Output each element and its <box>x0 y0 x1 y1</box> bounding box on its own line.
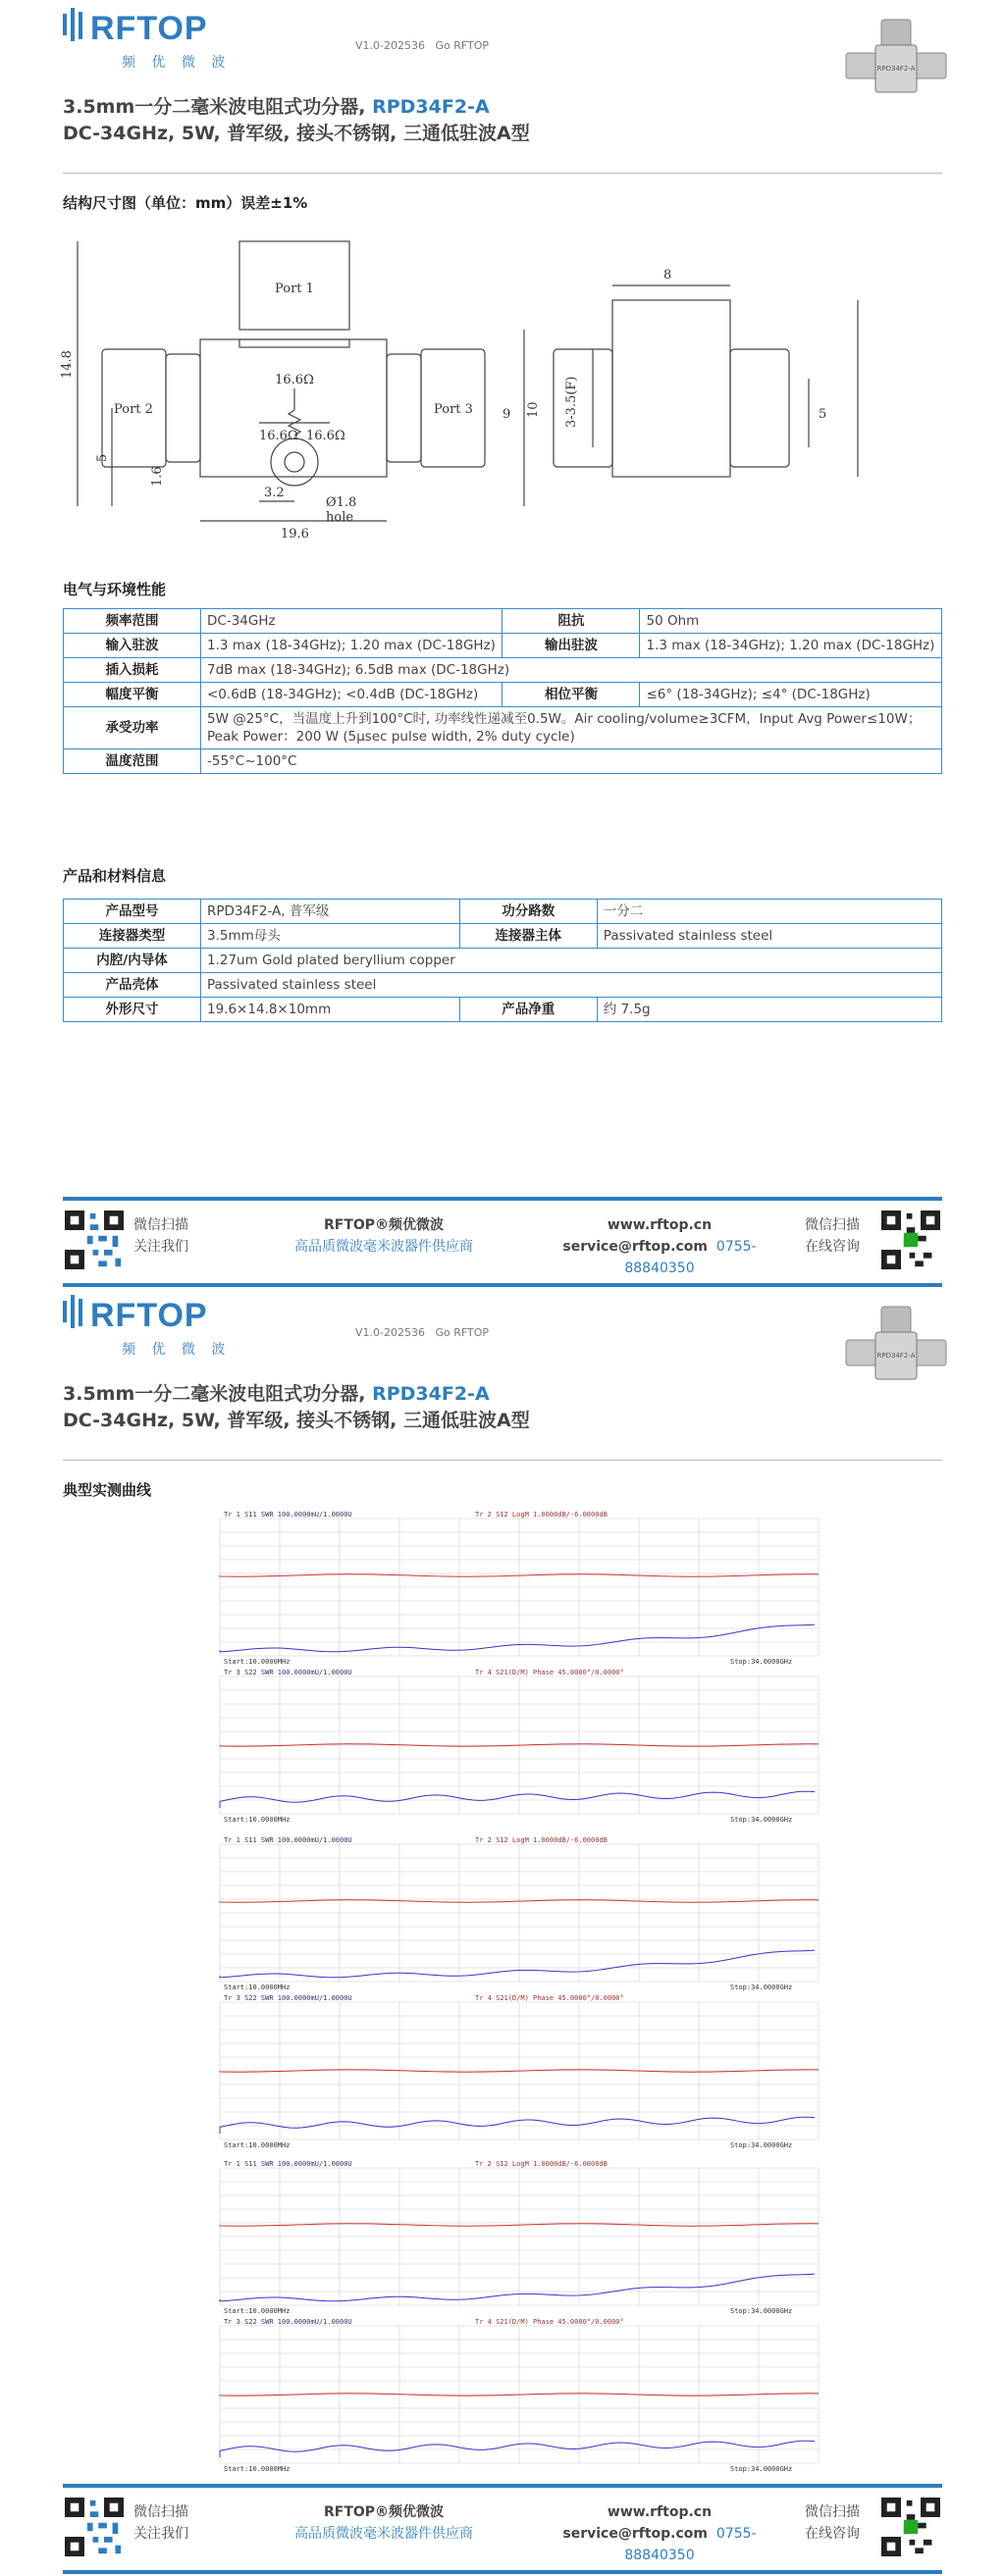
table-row: 产品型号 RPD34F2-A, 普军级 功分路数 一分二 <box>64 900 942 924</box>
svg-text:RFTOP: RFTOP <box>90 1297 208 1334</box>
elec-table <box>63 608 942 774</box>
section-curve-title: 典型实测曲线 <box>63 1481 152 1499</box>
svg-text:RPD34F2-A: RPD34F2-A <box>876 65 916 73</box>
svg-text:14.8: 14.8 <box>60 350 75 379</box>
svg-text:Ø1.8: Ø1.8 <box>326 495 357 510</box>
svg-text:10: 10 <box>526 401 541 418</box>
svg-text:Start:10.0000MHz: Start:10.0000MHz <box>224 2307 291 2315</box>
rftop-logo <box>63 6 269 84</box>
header <box>63 1287 942 1377</box>
footer-company: RFTOP®频优微波 高品质微波毫米波器件供应商 <box>294 1217 473 1255</box>
svg-text:Tr 3 S22 SWR 100.0000mU/1.000: Tr 3 S22 SWR 100.0000mU/1.0000U <box>224 2318 352 2326</box>
rftop-logo <box>63 1293 269 1371</box>
svg-text:19.6: 19.6 <box>281 527 309 541</box>
svg-text:Stop:34.0000GHz: Stop:34.0000GHz <box>730 2465 793 2473</box>
measured-chart-2 <box>181 1834 828 2150</box>
svg-text:Tr 2 S12 LogM 1.0000dB/-6.000: Tr 2 S12 LogM 1.0000dB/-6.0000dB <box>475 2160 608 2168</box>
qr-code-icon[interactable] <box>65 1211 124 1269</box>
svg-text:16.6Ω: 16.6Ω <box>306 429 345 443</box>
svg-text:16.6Ω: 16.6Ω <box>275 373 314 387</box>
svg-text:Stop:34.0000GHz: Stop:34.0000GHz <box>730 1816 793 1824</box>
table-row: 外形尺寸 19.6×14.8×10mm 产品净重 约 7.5g <box>64 998 942 1022</box>
footer-consult: 微信扫描 在线咨询 <box>805 1217 860 1255</box>
product-title: 3.5mm一分二毫米波电阻式功分器, RPD34F2-A DC-34GHz, 5W, 普军级, 接头不锈钢, 三通低驻波A型 <box>63 1383 530 1431</box>
svg-text:Stop:34.0000GHz: Stop:34.0000GHz <box>730 2141 793 2149</box>
section-mat-title: 产品和材料信息 <box>63 867 167 885</box>
footer <box>63 1197 942 1289</box>
dimension-drawing <box>60 222 946 545</box>
footer <box>63 2484 942 2576</box>
table-row: 温度范围 -55°C~100°C <box>64 749 942 774</box>
footer-follow: 微信扫描 关注我们 <box>133 1217 188 1255</box>
qr-code-icon[interactable] <box>881 2498 940 2556</box>
svg-text:Port 2: Port 2 <box>114 402 153 417</box>
svg-text:RFTOP: RFTOP <box>90 10 208 47</box>
svg-text:Start:10.0000MHz: Start:10.0000MHz <box>224 2465 291 2473</box>
svg-text:Tr 4 S21(D/M) Phase 45.0000°/: Tr 4 S21(D/M) Phase 45.0000°/0.0000° <box>475 1669 624 1676</box>
svg-text:Start:10.0000MHz: Start:10.0000MHz <box>224 1816 291 1824</box>
svg-text:RPD34F2-A: RPD34F2-A <box>876 1352 916 1360</box>
product-photo <box>842 16 950 104</box>
svg-text:Tr 1 S11 SWR 100.0000mU/1.000: Tr 1 S11 SWR 100.0000mU/1.0000U <box>224 1511 352 1519</box>
svg-text:Tr 2 S12 LogM 1.0000dB/-6.000: Tr 2 S12 LogM 1.0000dB/-6.0000dB <box>475 1836 608 1844</box>
table-row: 连接器类型 3.5mm母头 连接器主体 Passivated stainless steel <box>64 924 942 949</box>
footer-contact[interactable]: www.rftop.cn service@rftop.com 0755-88840350 <box>562 1217 757 1276</box>
svg-text:Tr 2 S12 LogM 1.0000dB/-6.000: Tr 2 S12 LogM 1.0000dB/-6.0000dB <box>475 1511 608 1519</box>
table-row: 内腔/内导体 1.27um Gold plated beryllium copper <box>64 949 942 973</box>
version-label: V1.0-202536 Go RFTOP <box>355 39 490 52</box>
svg-text:1.6: 1.6 <box>150 466 165 487</box>
svg-text:Tr 3 S22 SWR 100.0000mU/1.000: Tr 3 S22 SWR 100.0000mU/1.0000U <box>224 1669 352 1676</box>
measured-chart-1 <box>181 1509 828 1825</box>
section-drawing-title: 结构尺寸图（单位：mm）误差±1% <box>63 194 308 212</box>
product-photo <box>842 1303 950 1391</box>
svg-text:Stop:34.0000GHz: Stop:34.0000GHz <box>730 1658 793 1666</box>
svg-text:Stop:34.0000GHz: Stop:34.0000GHz <box>730 1984 793 1991</box>
page-2 <box>0 1287 1005 2574</box>
svg-text:Tr 3 S22 SWR 100.0000mU/1.000: Tr 3 S22 SWR 100.0000mU/1.0000U <box>224 1994 352 2002</box>
table-row: 输入驻波 1.3 max (18-34GHz); 1.20 max (DC-18GHz) 输出驻波 1.3 max (18-34GHz); 1.20 max (DC-18GHz) <box>64 634 942 658</box>
page-1 <box>0 0 1005 1287</box>
svg-text:频 优 微 波: 频 优 微 波 <box>122 55 232 71</box>
svg-text:Tr 1 S11 SWR 100.0000mU/1.000: Tr 1 S11 SWR 100.0000mU/1.0000U <box>224 2160 352 2168</box>
material-table <box>63 899 942 1022</box>
svg-text:8: 8 <box>663 268 672 283</box>
svg-text:Start:10.0000MHz: Start:10.0000MHz <box>224 1984 291 1991</box>
version-label: V1.0-202536 Go RFTOP <box>355 1326 490 1339</box>
footer-consult: 微信扫描 在线咨询 <box>805 2504 860 2542</box>
svg-text:3.2: 3.2 <box>264 486 285 500</box>
svg-text:Port 1: Port 1 <box>275 282 314 296</box>
product-title: 3.5mm一分二毫米波电阻式功分器, RPD34F2-A DC-34GHz, 5W, 普军级, 接头不锈钢, 三通低驻波A型 <box>63 96 530 144</box>
svg-text:Tr 4 S21(D/M) Phase 45.0000°/: Tr 4 S21(D/M) Phase 45.0000°/0.0000° <box>475 1994 624 2002</box>
svg-text:5: 5 <box>95 453 110 462</box>
table-row: 频率范围 DC-34GHz 阻抗 50 Ohm <box>64 609 942 634</box>
svg-text:Tr 4 S21(D/M) Phase 45.0000°/: Tr 4 S21(D/M) Phase 45.0000°/0.0000° <box>475 2318 624 2326</box>
svg-text:3-3.5(F): 3-3.5(F) <box>564 376 579 428</box>
svg-text:Start:10.0000MHz: Start:10.0000MHz <box>224 1658 291 1666</box>
table-row: 产品壳体 Passivated stainless steel <box>64 973 942 998</box>
footer-contact[interactable]: www.rftop.cn service@rftop.com 0755-88840350 <box>562 2504 757 2563</box>
qr-code-icon[interactable] <box>881 1211 940 1269</box>
header <box>63 0 942 90</box>
footer-company: RFTOP®频优微波 高品质微波毫米波器件供应商 <box>294 2504 473 2542</box>
section-elec-title: 电气与环境性能 <box>63 581 167 598</box>
svg-text:9: 9 <box>502 407 511 422</box>
qr-code-icon[interactable] <box>65 2498 124 2556</box>
table-row: 插入损耗 7dB max (18-34GHz); 6.5dB max (DC-18GHz) <box>64 658 942 683</box>
svg-text:频 优 微 波: 频 优 微 波 <box>122 1342 232 1358</box>
svg-text:Tr 1 S11 SWR 100.0000mU/1.000: Tr 1 S11 SWR 100.0000mU/1.0000U <box>224 1836 352 1844</box>
svg-text:5: 5 <box>819 407 827 422</box>
table-row: 承受功率 5W @25°C，当温度上升到100°C时, 功率线性递减至0.5W。Air cooling/volume≥3CFM，Input Avg Power≤10W；Peak Power：200 W (5μsec pulse width, 2% duty cycle) <box>64 707 942 749</box>
svg-text:Start:10.0000MHz: Start:10.0000MHz <box>224 2141 291 2149</box>
svg-text:Port 3: Port 3 <box>434 402 473 417</box>
measured-chart-3 <box>181 2158 828 2474</box>
footer-follow: 微信扫描 关注我们 <box>133 2504 188 2542</box>
svg-text:hole: hole <box>326 510 354 525</box>
svg-text:Stop:34.0000GHz: Stop:34.0000GHz <box>730 2307 793 2315</box>
svg-text:16.6Ω: 16.6Ω <box>259 429 298 443</box>
table-row: 幅度平衡 <0.6dB (18-34GHz); <0.4dB (DC-18GHz) 相位平衡 ≤6° (18-34GHz); ≤4° (DC-18GHz) <box>64 683 942 707</box>
